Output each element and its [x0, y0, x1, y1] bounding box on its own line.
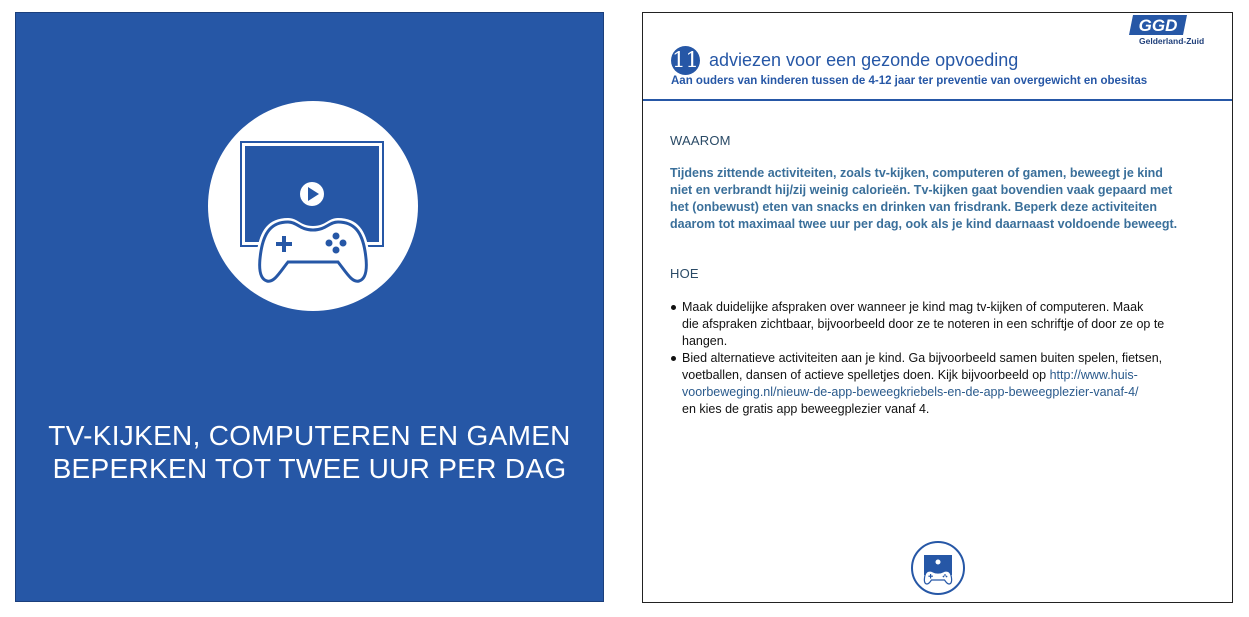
list-item-line: Bied alternatieve activiteiten aan je kind. Ga bijvoorbeeld samen buiten spelen, fietsen,: [682, 351, 1163, 365]
huis-voor-beweging-link[interactable]: http://www.huis-: [1049, 368, 1138, 382]
list-item-line: die afspraken zichtbaar, bijvoorbeeld door ze te noteren in een schriftje of door ze op te: [682, 317, 1165, 331]
list-item: [670, 350, 1215, 418]
waarom-line: daarom tot maximaal twee uur per dag, ook als je kind daarnaast voldoende beweegt.: [670, 217, 1178, 231]
ggd-logo-sub: Gelderland-Zuid: [1139, 36, 1205, 46]
poster-title-line: BEPERKEN TOT TWEE UUR PER DAG: [52, 453, 567, 484]
poster-card: [15, 12, 604, 602]
waarom-line: het (onbewust) eten van snacks en drinken van frisdrank. Beperk deze activiteiten: [670, 200, 1157, 214]
ggd-logo-text: GGD: [1138, 16, 1178, 35]
waarom-heading: WAAROM: [670, 133, 731, 148]
list-item-text: voetballen, dansen of actieve spelletjes doen. Kijk bijvoorbeeld op: [682, 368, 1050, 382]
tv-gamepad-small-icon: [911, 541, 965, 595]
list-item: [670, 299, 1215, 350]
list-item-line: [682, 367, 1215, 384]
ggd-logo: [1125, 14, 1225, 54]
waarom-line: Tijdens zittende activiteiten, zoals tv-kijken, computeren of gamen, beweegt je kind: [670, 166, 1163, 180]
list-item-line: Maak duidelijke afspraken over wanneer je kind mag tv-kijken of computeren. Maak: [682, 300, 1144, 314]
waarom-line: niet en verbrandt hij/zij weinig calorieën. Tv-kijken gaat bovendien vaak gepaard met: [670, 183, 1173, 197]
tv-gamepad-icon: [208, 101, 418, 311]
page-title: adviezen voor een gezonde opvoeding: [709, 50, 1019, 70]
list-item-line: hangen.: [682, 334, 728, 348]
waarom-paragraph: [670, 165, 1210, 233]
advice-number-badge: 11: [671, 46, 700, 75]
page-subtitle: Aan ouders van kinderen tussen de 4-12 jaar ter preventie van overgewicht en obesitas: [671, 75, 1148, 87]
huis-voor-beweging-link-cont[interactable]: voorbeweging.nl/nieuw-de-app-beweegkriebels-en-de-app-beweegplezier-vanaf-4/: [682, 385, 1139, 399]
advice-card: [642, 12, 1233, 603]
list-item-line: en kies de gratis app beweegplezier vanaf 4.: [682, 402, 930, 416]
poster-title: [16, 419, 603, 485]
hoe-list: [670, 299, 1215, 418]
poster-title-line: TV-KIJKEN, COMPUTEREN EN GAMEN: [48, 420, 571, 451]
hoe-heading: HOE: [670, 266, 699, 281]
list-item-line: [682, 384, 1215, 401]
header-divider: [643, 99, 1232, 101]
